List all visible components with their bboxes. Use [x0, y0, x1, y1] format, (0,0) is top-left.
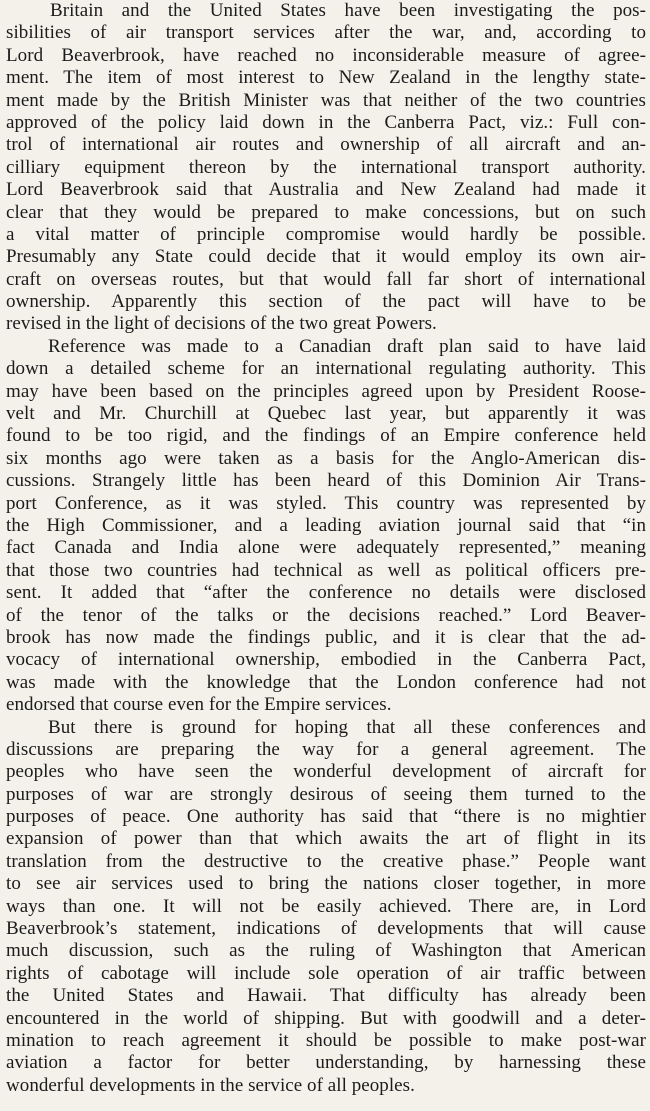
paragraph-3: [6, 717, 646, 1098]
text-line: mination to reach agreement it should be possible to make post-war: [6, 1029, 646, 1051]
text-line: trol of international air routes and ownership of all aircraft and an-: [6, 134, 646, 156]
text-line: to see air services used to bring the nations closer together, in more: [6, 873, 646, 895]
text-line: found to be too rigid, and the findings of an Empire conference held: [6, 425, 646, 447]
text-line: that those two countries had technical as well as political officers pre-: [6, 559, 646, 581]
text-line: rights of cabotage will include sole operation of air traffic between: [6, 962, 646, 984]
text-line: port Conference, as it was styled. This country was represented by: [6, 492, 646, 514]
text-line: clear that they would be prepared to make concessions, but on such: [6, 201, 646, 223]
text-line: discussions are preparing the way for a general agreement. The: [6, 738, 646, 760]
text-line: aviation a factor for better understanding, by harnessing these: [6, 1052, 646, 1074]
text-line: of the tenor of the talks or the decisions reached.” Lord Beaver-: [6, 604, 646, 626]
text-line: ownership. Apparently this section of the pact will have to be: [6, 291, 646, 313]
text-line: endorsed that course even for the Empire services.: [6, 694, 392, 716]
text-line: craft on overseas routes, but that would fall far short of international: [6, 268, 646, 290]
text-line: Lord Beaverbrook, have reached no inconsiderable measure of agree-: [6, 44, 646, 66]
article-body: [6, 0, 646, 1097]
text-line: six months ago were taken as a basis for the Anglo-American dis-: [6, 447, 646, 469]
text-line: encountered in the world of shipping. But with goodwill and a deter-: [6, 1007, 646, 1029]
text-line: fact Canada and India alone were adequately represented,” meaning: [6, 537, 646, 559]
text-line: ment made by the British Minister was that neither of the two countries: [6, 89, 646, 111]
text-line: wonderful developments in the service of all peoples.: [6, 1074, 415, 1096]
text-line: a vital matter of principle compromise would hardly be possible.: [6, 223, 646, 245]
text-line: Lord Beaverbrook said that Australia and New Zealand had made it: [6, 179, 646, 201]
text-line: Britain and the United States have been investigating the pos-: [50, 0, 646, 21]
text-line: peoples who have seen the wonderful development of aircraft for: [6, 761, 646, 783]
text-line: ment. The item of most interest to New Zealand in the lengthy state-: [6, 67, 646, 89]
text-line: cilliary equipment thereon by the international transport authority.: [6, 156, 646, 178]
text-line: expansion of power than that which awaits the art of flight in its: [6, 828, 646, 850]
text-line: velt and Mr. Churchill at Quebec last year, but apparently it was: [6, 403, 646, 425]
text-line: revised in the light of decisions of the two great Powers.: [6, 313, 437, 335]
text-line: much discussion, such as the ruling of Washington that American: [6, 940, 646, 962]
paragraph-1: [6, 0, 646, 336]
text-line: down a detailed scheme for an international regulating authority. This: [6, 358, 646, 380]
text-line: brook has now made the findings public, and it is clear that the ad-: [6, 626, 646, 648]
text-line: Beaverbrook’s statement, indications of developments that will cause: [6, 918, 646, 940]
text-line: purposes of peace. One authority has said that “there is no mightier: [6, 806, 646, 828]
text-line: was made with the knowledge that the London conference had not: [6, 671, 646, 693]
text-line: sibilities of air transport services after the war, and, according to: [6, 22, 646, 44]
text-line: may have been based on the principles agreed upon by President Roose-: [6, 380, 646, 402]
text-line: approved of the policy laid down in the Canberra Pact, viz.: Full con-: [6, 111, 646, 133]
text-line: purposes of war are strongly desirous of seeing them turned to the: [6, 783, 646, 805]
paragraph-2: [6, 336, 646, 717]
text-line: translation from the destructive to the creative phase.” People want: [6, 850, 646, 872]
text-line: the High Commissioner, and a leading aviation journal said that “in: [6, 514, 646, 536]
text-line: Reference was made to a Canadian draft plan said to have laid: [48, 335, 646, 357]
text-line: vocacy of international ownership, embodied in the Canberra Pact,: [6, 649, 646, 671]
text-line: sent. It added that “after the conference no details were disclosed: [6, 582, 646, 604]
text-line: But there is ground for hoping that all these conferences and: [48, 716, 646, 738]
text-line: the United States and Hawaii. That difficulty has already been: [6, 985, 646, 1007]
text-line: Presumably any State could decide that it would employ its own air-: [6, 246, 646, 268]
text-line: cussions. Strangely little has been heard of this Dominion Air Trans-: [6, 470, 646, 492]
text-line: ways than one. It will not be easily achieved. There are, in Lord: [6, 895, 646, 917]
